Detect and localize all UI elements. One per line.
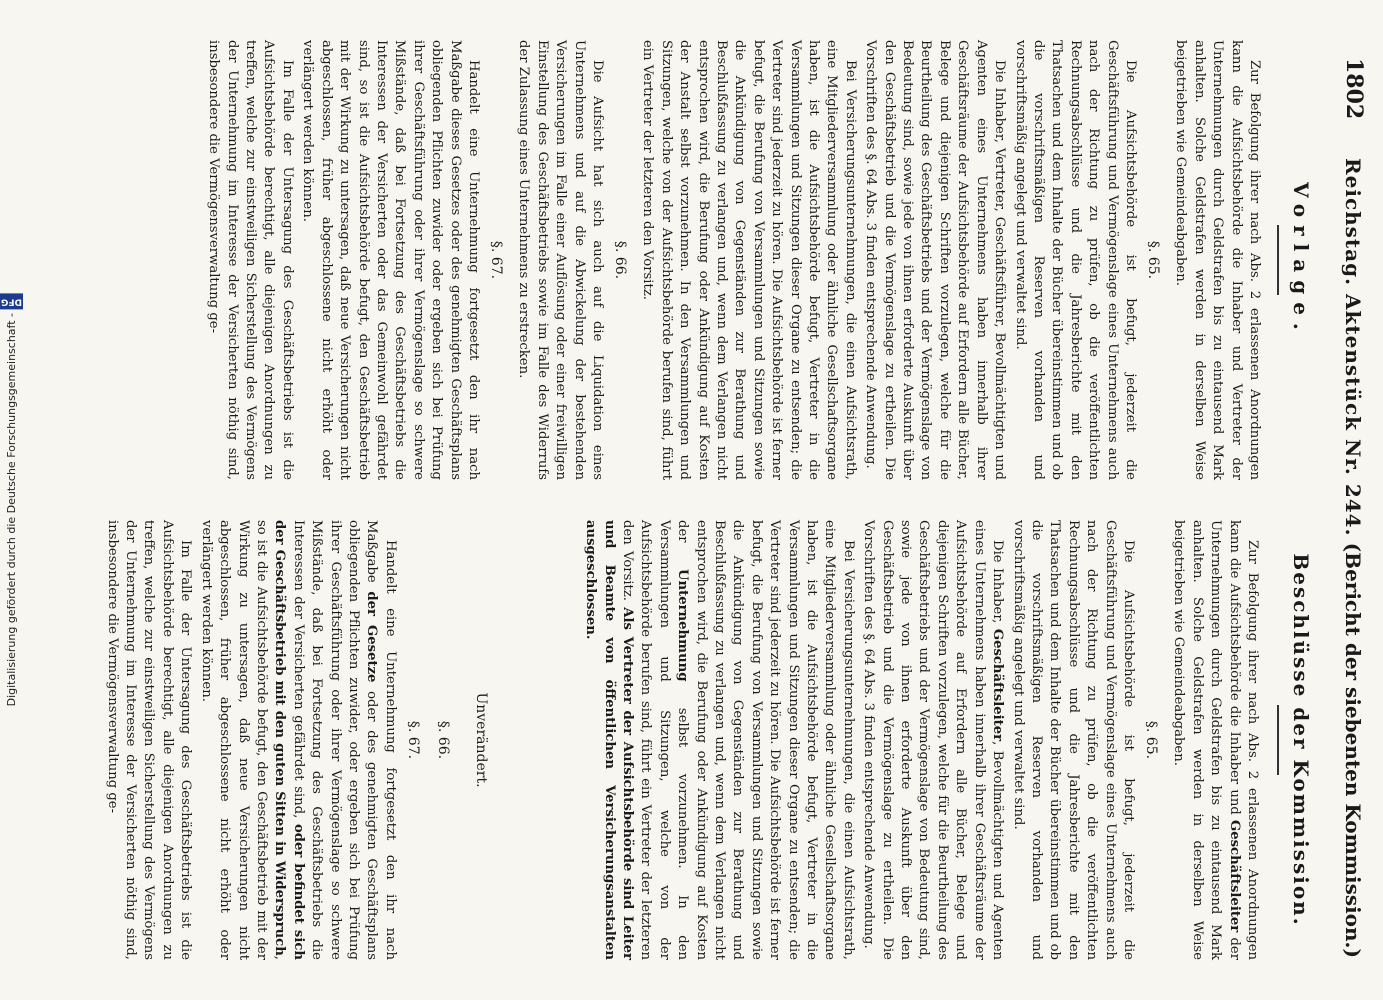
left-para-65b: Die Inhaber, Vertreter, Geschäftsführer, Bevollmächtigten und Agenten eines Unternehmens haben innerhalb ihrer Geschäftsräume der Aufsichtsbehörde auf Erfordern alle Bücher, Belege und diejenigen Schriften vorzulegen, welche für die Beurtheilung des Geschäftsbetriebs und der Vermögenslage von Bedeutung sind, sowie jede von ihnen erforderte Auskunft über den Geschäftsbetrieb und die Vermögenslage zu ertheilen. Die Vorschriften des §. 64 Abs. 3 finden entsprechende Anwendung. — [863, 40, 1008, 480]
left-section-67: §. 67. — [487, 240, 504, 280]
left-column — [202, 40, 1263, 480]
text-run: Bei Versicherungsunternehmungen, die einen Aufsichtsrath, eine Mitgliederversammlung oder ähnliche Gesellschaftsorgane haben, ist die Aufsichtsbehörde befugt, Vertreter in die Versammlungen und Sitzungen dieser Organe zu entsenden; die Vertreter sind jederzeit zu hören. Die Aufsichtsbehörde ist ferner befugt, die Berufung von Versammlungen und Sitzungen sowie die Ankündigung von Gegenständen zur Berathung und Beschlußfassung zu verlangen und, wenn dem Verlangen nicht entsprochen wird, die Berufung oder Ankündigung auf Kosten der — [675, 520, 856, 960]
credit-wrap — [0, 293, 23, 706]
text-run: selbst vorzunehmen. In den Versammlungen und Sitzungen, welche von der Aufsichtsbehörde berufen sind, führt ein Vertreter der letzteren den Vorsitz. — [620, 520, 691, 960]
running-title: Reichstag. Aktenstück Nr. 244. — [1341, 158, 1365, 537]
right-para-67a — [196, 520, 398, 960]
dfg-logo: DFG — [0, 293, 23, 309]
emphasis-gute-sitten: oder befindet sich der Geschäftsbetrieb mit den guten Sitten in Widerspruch — [272, 520, 306, 960]
text-run: oder des genehmigten Geschäftsplans obliegenden Pflichten zuwider, oder ergeben sich bei Prüfung ihrer Geschäftsführung oder ihrer Vermögenslage so schwere Mißstände, daß bei Fortsetzung des Geschäftsbetriebs die Interessen der Versicherten gefährdet sind, — [290, 520, 380, 960]
right-section-67: §. 67. — [404, 720, 421, 760]
title-rule — [1277, 225, 1279, 295]
right-section-66: §. 66. — [434, 720, 451, 760]
left-para-67b: Im Falle der Untersagung des Geschäftsbetriebs ist die Aufsichtsbehörde berechtigt, alle diejenigen Anordnungen zu treffen, welche zur einstweiligen Sicherstellung des Vermögens der Unternehmung im Interesse der Versicherten nöthig sind, insbesondere die Vermögensverwaltung ge- — [206, 40, 295, 480]
right-para-65c — [581, 520, 857, 960]
right-section-65: §. 65. — [1142, 720, 1159, 760]
right-para-65b — [859, 520, 1006, 960]
right-para-65a: Die Aufsichtsbehörde ist befugt, jederzeit die Geschäftsführung und Vermögenslage eines Unternehmens auch nach der Richtung zu prüfen, ob die veröffentlichten Rechnungsabschlüsse und die Jahresberichte mit den Thatsachen und dem Inhalte der Bücher übereinstimmen und ob die vorschriftsmäßigen Reserven vorhanden und vorschriftsmäßig angelegt und verwaltet sind. — [1010, 520, 1136, 960]
credit-text: Digitalisierung gefördert durch die Deutsche Forschungsgemeinschaft - — [5, 313, 19, 707]
digitization-credit — [0, 0, 24, 1000]
left-para-65c: Bei Versicherungsunternehmungen, die einen Aufsichtsrath, eine Mitgliederversammlung oder ähnliche Gesellschaftsorgane haben, ist die Aufsichtsbehörde befugt, Vertreter in die Versammlungen und Sitzungen dieser Organe zu entsenden; die Vertreter sind jederzeit zu hören. Die Aufsichtsbehörde ist ferner befugt, die Berufung von Versammlungen und Sitzungen sowie die Ankündigung von Gegenständen zur Berathung und Beschlußfassung zu verlangen und, wenn dem Verlangen nicht entsprochen wird, die Berufung oder Ankündigung auf Kosten der Anstalt selbst vorzunehmen. In den Versammlungen und Sitzungen, welche von der Aufsichtsbehörde berufen sind, führt ein Vertreter der letzteren den Vorsitz. — [640, 40, 858, 480]
text-run: Die Inhaber, — [990, 540, 1006, 629]
right-para-intro — [1169, 520, 1261, 960]
unchanged-block — [429, 520, 489, 960]
page-number: 1802 — [1341, 58, 1367, 120]
left-half-vorlage — [202, 40, 1313, 480]
right-half-beschluesse — [100, 520, 1313, 960]
text-run: Zur Befolgung ihrer nach Abs. 2 erlassenen Anordnungen kann die Aufsichtsbehörde die Inhaber und — [1226, 520, 1260, 960]
left-section-65: §. 65. — [1144, 240, 1161, 280]
report-label: (Bericht der siebenten Kommission.) — [1341, 542, 1365, 958]
emphasis-geschaeftsleiter: Geschäftsleiter — [990, 628, 1006, 742]
emphasis-geschaeftsleiter: Geschäftsleiter — [1226, 819, 1242, 933]
left-para-66: Die Aufsicht hat sich auch auf die Liquidation eines Unternehmens und auf die Abwickelung der bestehenden Versicherungen im Falle einer Auflösung oder einer freiwilligen Einstellung des Geschäftsbetriebs sowie im Falle des Widerrufs der Zulassung eines Unternehmens zu erstrecken. — [516, 40, 605, 480]
text-run: , Bevollmächtigten und Agenten eines Unternehmens haben innerhalb ihrer Geschäftsräume der Aufsichtsbehörde auf Erfordern alle Bücher, Belege und diejenigen Schriften vorzulegen, welche für die Beurtheilung des Geschäftsbetriebs und der Vermögenslage von Bedeutung sind, sowie jede von ihnen erforderte Auskunft über den Geschäftsbetrieb und die Vermögenslage zu ertheilen. Die Vorschriften des §. 64 Abs. 3 finden entsprechende Anwendung. — [861, 520, 1006, 960]
text-run: , so ist die Aufsichtsbehörde befugt, den Geschäftsbetrieb mit der Wirkung zu untersagen, daß neue Versicherungen nicht abgeschlossen, früher abgeschlossene nicht erhöht oder verlängert werden können. — [198, 520, 288, 960]
right-column — [100, 520, 1263, 960]
left-para-67a: Handelt eine Unternehmung fortgesetzt den ihr nach Maßgabe dieses Gesetzes oder des genehmigten Geschäftsplans obliegenden Pflichten zuwider oder ergeben sich bei Prüfung ihrer Geschäftsführung oder ihrer Vermögenslage so schwere Mißstände, daß bei Fortsetzung des Geschäftsbetriebs die Interessen der Versicherten oder das Gemeinwohl gefährdet sind, so ist die Aufsichtsbehörde befugt, den Geschäftsbetrieb mit der Wirkung zu untersagen, daß neue Versicherungen nicht abgeschlossen, früher abgeschlossene nicht erhöht oder verlängert werden können. — [300, 40, 481, 480]
title-rule — [1277, 705, 1279, 775]
emphasis-der-gesetze: der Gesetze — [364, 591, 380, 683]
unchanged-label: Unverändert. — [472, 692, 489, 788]
right-para-67b: Im Falle der Untersagung des Geschäftsbetriebs ist die Aufsichtsbehörde berechtigt, alle diejenigen Anordnungen zu treffen, welche zur einstweiligen Sicherstellung des Vermögens der Unternehmung im Interesse der Versicherten nöthig sind, insbesondere die Vermögensverwaltung ge- — [104, 520, 194, 960]
page-header — [1327, 58, 1367, 958]
emphasis-added-sentence: Als Vertreter der Aufsichtsbehörde sind Leiter und Beamte von öffentlichen Versicherungsanstalten ausgeschlossen. — [583, 520, 635, 961]
text-run: der Unternehmungen durch Geldstrafen bis zu eintausend Mark anhalten. Solche Geldstrafen werden in derselben Weise beigetrieben wie Gemeindeabgaben. — [1171, 520, 1242, 961]
left-title: Vorlage. — [1289, 182, 1313, 338]
left-section-66: §. 66. — [612, 240, 628, 280]
left-para-65a: Die Aufsichtsbehörde ist befugt, jederzeit die Geschäftsführung und Vermögenslage eines Unternehmens auch nach der Richtung zu prüfen, ob die veröffentlichten Rechnungsabschlüsse und die Jahresberichte mit den Thatsachen und dem Inhalte der Bücher übereinstimmen und ob die vorschriftsmäßigen Reserven vorhanden und vorschriftsmäßig angelegt und verwaltet sind. — [1012, 40, 1138, 480]
right-title: Beschlüsse der Kommission. — [1289, 553, 1313, 927]
emphasis-unternehmung: Unternehmung — [675, 569, 691, 682]
text-run: Handelt eine Unternehmung fortgesetzt den ihr nach Maßgabe — [364, 520, 398, 960]
left-para-intro: Zur Befolgung ihrer nach Abs. 2 erlassenen Anordnungen kann die Aufsichtsbehörde die Inhaber und Vertreter der Unternehmungen durch Geldstrafen bis zu eintausend Mark anhalten. Solche Geldstrafen werden in derselben Weise beigetrieben wie Gemeindeabgaben. — [1173, 40, 1262, 480]
